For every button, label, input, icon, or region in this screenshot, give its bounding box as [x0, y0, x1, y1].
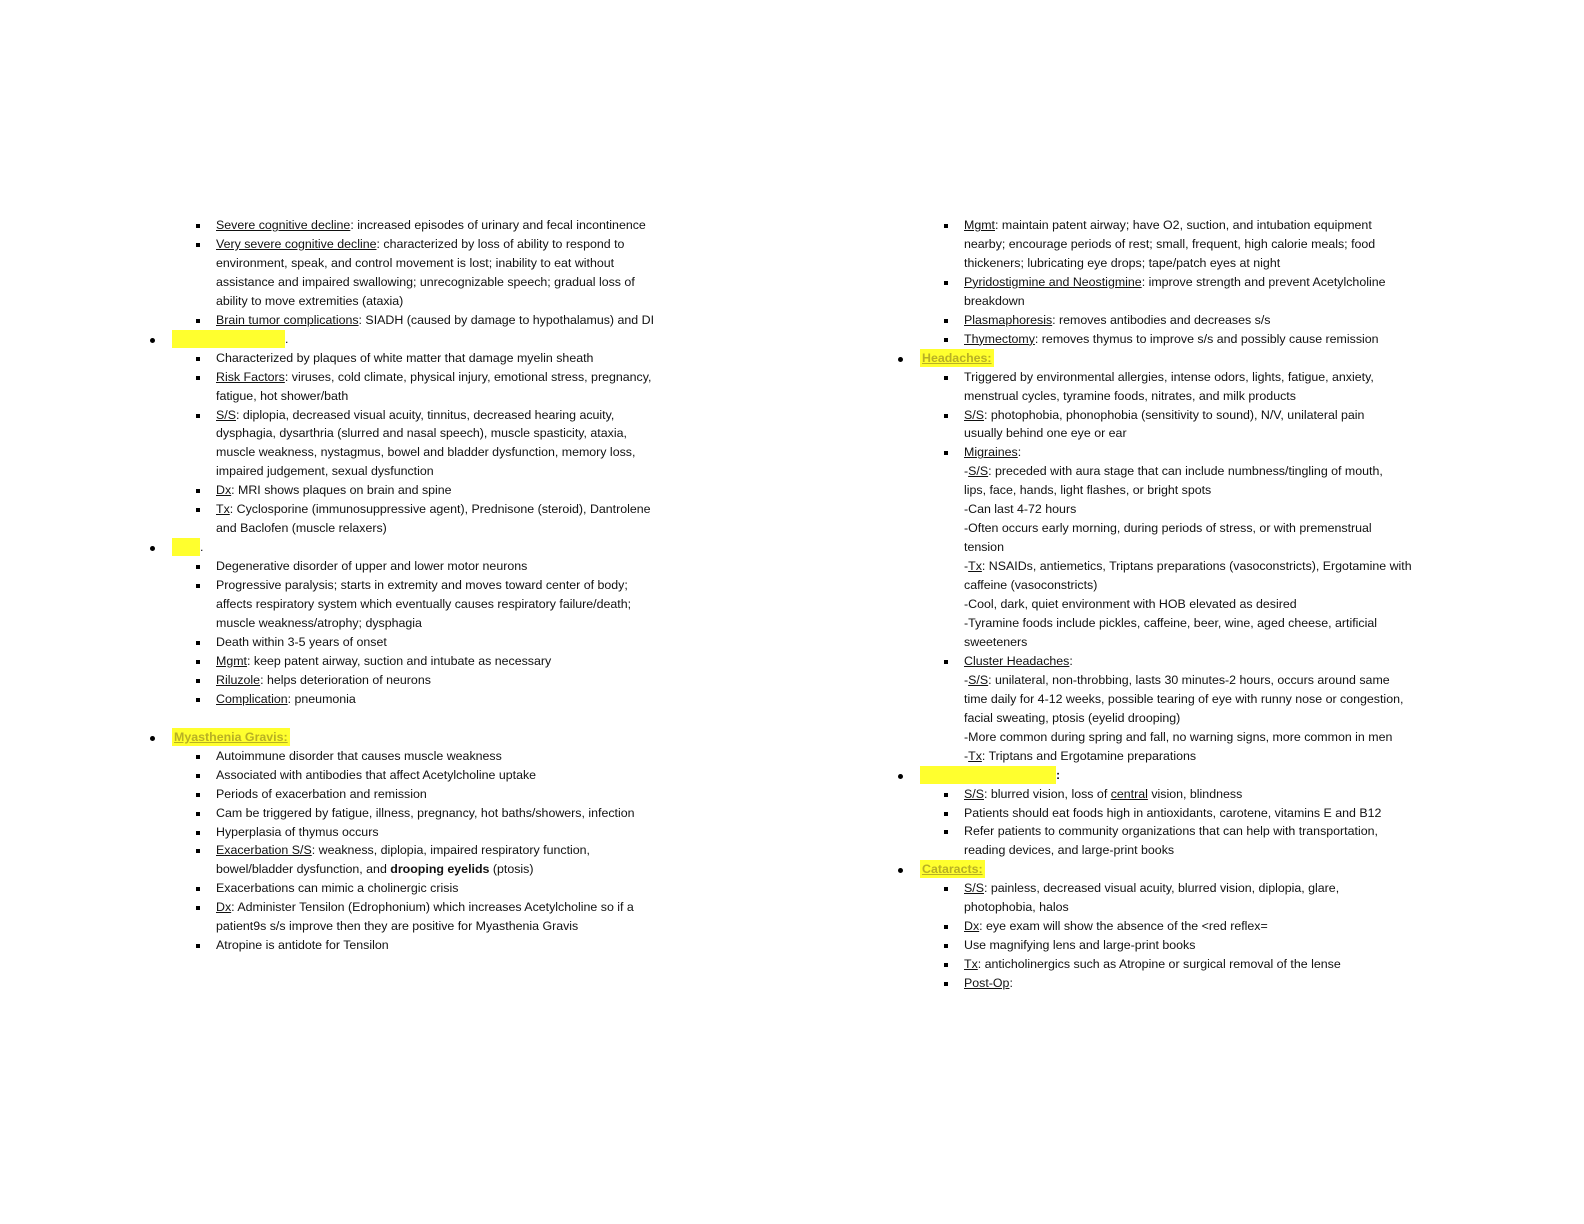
- headaches-heading-text: Headaches:: [922, 350, 992, 365]
- list-item: [896, 917, 1456, 936]
- mg-list: [148, 747, 708, 955]
- list-item: [896, 273, 1456, 292]
- detail-line: [896, 595, 1456, 614]
- list-item: [148, 652, 708, 671]
- square-bullet-icon: [196, 698, 200, 702]
- item-text: :: [1069, 653, 1073, 668]
- square-bullet-icon: [196, 755, 200, 759]
- detail-line: [896, 557, 1456, 576]
- detail-text: : NSAIDs, antiemetics, Triptans preparations (vasoconstricts), Ergotamine with: [981, 559, 1412, 574]
- item-text: Patients should eat foods high in antioxidants, carotene, vitamins E and B12: [964, 805, 1382, 820]
- item-label: S/S: [964, 881, 984, 896]
- bullet-dot-icon: [898, 868, 903, 873]
- item-label: Mgmt: [216, 653, 247, 668]
- cataract-list: [896, 879, 1456, 993]
- item-text: Cam be triggered by fatigue, illness, pregnancy, hot baths/showers, infection: [216, 805, 635, 820]
- square-bullet-icon: [196, 641, 200, 645]
- square-bullet-icon: [944, 887, 948, 891]
- item-label: Thymectomy: [964, 331, 1035, 346]
- item-continuation: fatigue, hot shower/bath: [216, 388, 349, 403]
- item-text: : keep patent airway, suction and intubate as necessary: [246, 653, 552, 668]
- item-text: Characterized by plaques of white matter that damage myelin sheath: [216, 350, 594, 365]
- heading-suffix: .: [200, 540, 204, 555]
- bullet-dot-icon: [150, 338, 155, 343]
- list-item: [896, 974, 1456, 993]
- list-item: [148, 804, 708, 823]
- item-label: Migraines: [964, 445, 1018, 460]
- list-item: [148, 349, 708, 368]
- item-label: Dx: [216, 483, 232, 498]
- item-label: Very severe cognitive decline: [216, 236, 377, 251]
- item-label: Tx: [964, 957, 978, 972]
- item-label: Dx: [216, 900, 232, 915]
- square-bullet-icon: [944, 376, 948, 380]
- heading-suffix: :: [1056, 767, 1061, 782]
- list-item: [148, 406, 708, 425]
- list-item: [148, 216, 708, 235]
- detail-text: -Cool, dark, quiet environment with HOB elevated as desired: [964, 597, 1297, 612]
- headache-list: [896, 368, 1456, 463]
- item-continuation: usually behind one eye or ear: [964, 426, 1127, 441]
- item-label: S/S: [964, 407, 984, 422]
- square-bullet-icon: [196, 508, 200, 512]
- list-item: [896, 311, 1456, 330]
- mg-heading: [148, 728, 708, 747]
- item-text: : SIADH (caused by damage to hypothalamus) and DI: [358, 312, 655, 327]
- detail-prefix: -: [964, 559, 969, 574]
- item-text: : photophobia, phonophobia (sensitivity to sound), N/V, unilateral pain: [983, 407, 1365, 422]
- item-continuation: muscle weakness/atrophy; dysphagia: [216, 615, 422, 630]
- item-label: Brain tumor complications: [216, 312, 359, 327]
- item-text: : improve strength and prevent Acetylcholine: [1141, 274, 1386, 289]
- item-text: : maintain patent airway; have O2, suction, and intubation equipment: [994, 218, 1372, 232]
- item-continuation: assistance and impaired swallowing; unrecognizable speech; gradual loss of: [216, 274, 635, 289]
- list-item: [148, 936, 708, 955]
- item-text: : Cyclosporine (immunosuppressive agent), Prednisone (steroid), Dantrolene: [229, 502, 651, 517]
- item-label: Cluster Headaches: [964, 653, 1070, 668]
- detail-text: lips, face, hands, light flashes, or bright spots: [964, 483, 1212, 498]
- bullet-dot-icon: [898, 774, 903, 779]
- square-bullet-icon: [196, 831, 200, 835]
- list-item: [896, 368, 1456, 387]
- item-text: Hyperplasia of thymus occurs: [216, 824, 379, 839]
- list-item: [896, 216, 1456, 235]
- item-label: Complication: [216, 691, 288, 706]
- detail-text: : Triptans and Ergotamine preparations: [981, 748, 1197, 763]
- item-text: : removes thymus to improve s/s and possibly cause remission: [1034, 331, 1379, 346]
- detail-text: time daily for 4-12 weeks, possible tearing of eye with runny nose or congestion,: [964, 691, 1404, 706]
- list-item: [148, 500, 708, 519]
- detail-label: S/S: [968, 672, 989, 687]
- detail-line: [896, 671, 1456, 690]
- square-bullet-icon: [944, 830, 948, 834]
- detail-prefix: -: [964, 748, 969, 763]
- list-item: [896, 879, 1456, 898]
- item-label: S/S: [216, 407, 236, 422]
- right-column: [896, 216, 1456, 993]
- square-bullet-icon: [196, 774, 200, 778]
- square-bullet-icon: [944, 793, 948, 797]
- item-label: Exacerbation S/S: [216, 843, 312, 858]
- redacted-highlight: [172, 330, 285, 348]
- macular-heading: [896, 766, 1456, 785]
- list-item: [896, 330, 1456, 349]
- item-text-bold: drooping eyelids: [390, 862, 490, 877]
- als-list: [148, 557, 708, 709]
- ms-list: [148, 349, 708, 539]
- detail-text: tension: [964, 540, 1004, 555]
- square-bullet-icon: [944, 319, 948, 323]
- left-column: [148, 216, 708, 955]
- item-continuation: photophobia, halos: [964, 900, 1069, 915]
- square-bullet-icon: [196, 414, 200, 418]
- item-text: Refer patients to community organizations that can help with transportation,: [964, 824, 1378, 839]
- item-continuation: environment, speak, and control movement is lost; inability to eat without: [216, 255, 615, 270]
- redacted-highlight: [172, 538, 200, 556]
- square-bullet-icon: [196, 944, 200, 948]
- square-bullet-icon: [196, 679, 200, 683]
- item-text: : anticholinergics such as Atropine or surgical removal of the lense: [977, 957, 1341, 972]
- bullet-dot-icon: [898, 357, 903, 362]
- list-item: [148, 747, 708, 766]
- detail-line: [896, 690, 1456, 709]
- item-text: : helps deterioration of neurons: [260, 672, 431, 687]
- item-text: : removes antibodies and decreases s/s: [1052, 312, 1271, 327]
- square-bullet-icon: [196, 224, 200, 228]
- detail-text: -Tyramine foods include pickles, caffeine, beer, wine, aged cheese, artificial: [964, 616, 1378, 630]
- list-item: [148, 235, 708, 254]
- item-continuation: and Baclofen (muscle relaxers): [216, 521, 387, 536]
- item-text: : diplopia, decreased visual acuity, tinnitus, decreased hearing acuity,: [235, 407, 615, 422]
- item-text: Use magnifying lens and large-print books: [964, 938, 1196, 953]
- square-bullet-icon: [196, 812, 200, 816]
- square-bullet-icon: [196, 793, 200, 797]
- square-bullet-icon: [944, 224, 948, 228]
- item-text: Death within 3-5 years of onset: [216, 634, 387, 649]
- detail-text: -More common during spring and fall, no warning signs, more common in men: [964, 729, 1393, 744]
- item-text: :: [1009, 976, 1013, 991]
- item-label: Tx: [216, 502, 230, 517]
- detail-line: [896, 709, 1456, 728]
- item-label: Dx: [964, 919, 980, 934]
- item-text-underlined: central: [1110, 786, 1148, 801]
- square-bullet-icon: [944, 414, 948, 418]
- item-text: Progressive paralysis; starts in extremity and moves toward center of body;: [216, 578, 628, 593]
- md-list: [896, 804, 1456, 861]
- item-continuation: muscle weakness, nystagmus, bowel and bladder dysfunction, memory loss,: [216, 445, 636, 460]
- list-item: [148, 557, 708, 576]
- als-heading: [148, 538, 708, 557]
- list-item: [148, 481, 708, 500]
- bullet-dot-icon: [150, 736, 155, 741]
- item-text: : Administer Tensilon (Edrophonium) which increases Acetylcholine so if a: [231, 900, 634, 915]
- detail-label: S/S: [968, 464, 989, 479]
- list-item: [148, 690, 708, 709]
- detail-line: [896, 747, 1456, 766]
- detail-line: [896, 519, 1456, 538]
- item-text: : viruses, cold climate, physical injury, emotional stress, pregnancy,: [284, 369, 652, 384]
- square-bullet-icon: [196, 565, 200, 569]
- item-text: : pneumonia: [287, 691, 356, 706]
- item-text: : weakness, diplopia, impaired respiratory function,: [311, 843, 590, 858]
- detail-line: [896, 614, 1456, 633]
- detail-prefix: -: [964, 464, 969, 479]
- item-text: : eye exam will show the absence of the <red reflex=: [979, 919, 1268, 934]
- square-bullet-icon: [944, 925, 948, 929]
- cataracts-heading-text: Cataracts:: [922, 862, 983, 877]
- redacted-highlight: [920, 766, 1056, 784]
- list-item: [148, 785, 708, 804]
- square-bullet-icon: [944, 338, 948, 342]
- square-bullet-icon: [196, 584, 200, 588]
- list-item: [148, 311, 708, 330]
- square-bullet-icon: [196, 849, 200, 853]
- detail-line: [896, 481, 1456, 500]
- item-continuation: breakdown: [964, 293, 1025, 308]
- bullet-dot-icon: [150, 546, 155, 551]
- item-label: Severe cognitive decline: [216, 218, 351, 232]
- item-text: Autoimmune disorder that causes muscle weakness: [216, 748, 502, 763]
- square-bullet-icon: [196, 906, 200, 910]
- list-item: [148, 576, 708, 595]
- item-text: vision, blindness: [1147, 786, 1243, 801]
- mg-heading-text: Myasthenia Gravis:: [174, 729, 288, 744]
- list-item: [896, 406, 1456, 425]
- item-label: Post-Op: [964, 976, 1010, 991]
- list-item: [148, 898, 708, 917]
- list-item: [896, 936, 1456, 955]
- list-item: [896, 822, 1456, 841]
- detail-line: [896, 576, 1456, 595]
- item-text: Atropine is antidote for Tensilon: [216, 938, 389, 953]
- item-continuation: thickeners; lubricating eye drops; tape/patch eyes at night: [964, 255, 1281, 270]
- detail-text: sweeteners: [964, 634, 1028, 649]
- item-label: S/S: [964, 786, 984, 801]
- md-ss-item: [896, 785, 1456, 804]
- square-bullet-icon: [196, 243, 200, 247]
- detail-line: [896, 462, 1456, 481]
- square-bullet-icon: [944, 982, 948, 986]
- detail-line: [896, 500, 1456, 519]
- cataracts-heading: [896, 860, 1456, 879]
- detail-prefix: -: [964, 672, 969, 687]
- square-bullet-icon: [944, 963, 948, 967]
- detail-text: facial sweating, ptosis (eyelid drooping): [964, 710, 1181, 725]
- item-continuation: dysphagia, dysarthria (slurred and nasal speech), muscle spasticity, ataxia,: [216, 426, 627, 441]
- square-bullet-icon: [196, 489, 200, 493]
- item-label: Risk Factors: [216, 369, 285, 384]
- item-label: Pyridostigmine and Neostigmine: [964, 274, 1142, 289]
- list-item: [896, 955, 1456, 974]
- list-item: [148, 671, 708, 690]
- item-continuation: reading devices, and large-print books: [964, 843, 1175, 858]
- item-label: Riluzole: [216, 672, 261, 687]
- list-item: [148, 766, 708, 785]
- detail-text: -Often occurs early morning, during periods of stress, or with premenstrual: [964, 521, 1372, 536]
- list-item: [148, 368, 708, 387]
- detail-label: Tx: [968, 559, 982, 574]
- item-continuation: ability to move extremities (ataxia): [216, 293, 404, 308]
- item-text: (ptosis): [489, 862, 534, 877]
- detail-line: [896, 538, 1456, 557]
- square-bullet-icon: [196, 376, 200, 380]
- square-bullet-icon: [944, 660, 948, 664]
- square-bullet-icon: [196, 887, 200, 891]
- headaches-heading: [896, 349, 1456, 368]
- item-text: :: [1017, 445, 1022, 460]
- square-bullet-icon: [944, 451, 948, 455]
- mg-continued-list: [896, 216, 1456, 349]
- square-bullet-icon: [196, 357, 200, 361]
- heading-suffix: .: [285, 331, 289, 346]
- item-text: Triggered by environmental allergies, intense odors, lights, fatigue, anxiety,: [964, 369, 1374, 384]
- item-continuation: nearby; encourage periods of rest; small, frequent, high calorie meals; food: [964, 236, 1376, 251]
- detail-line: [896, 728, 1456, 747]
- square-bullet-icon: [944, 812, 948, 816]
- detail-line: [896, 633, 1456, 652]
- migraine-details: [896, 462, 1456, 652]
- item-text: Periods of exacerbation and remission: [216, 786, 427, 801]
- item-text: Associated with antibodies that affect Acetylcholine uptake: [216, 767, 537, 782]
- item-text: Degenerative disorder of upper and lower motor neurons: [216, 559, 528, 574]
- item-label: Plasmaphoresis: [964, 312, 1053, 327]
- item-text: : painless, decreased visual acuity, blurred vision, diplopia, glare,: [983, 881, 1340, 896]
- item-continuation: patient9s s/s improve then they are positive for Myasthenia Gravis: [216, 919, 579, 934]
- item-continuation: [148, 860, 708, 879]
- item-text: bowel/bladder dysfunction, and: [216, 862, 391, 877]
- cluster-item: [896, 652, 1456, 671]
- item-continuation: affects respiratory system which eventually causes respiratory failure/death;: [216, 597, 632, 612]
- cluster-details: [896, 671, 1456, 766]
- list-item: [896, 443, 1456, 462]
- list-item: [148, 841, 708, 860]
- item-continuation: menstrual cycles, tyramine foods, nitrates, and milk products: [964, 388, 1296, 403]
- ms-heading: [148, 330, 708, 349]
- list-item: [148, 633, 708, 652]
- item-text: : MRI shows plaques on brain and spine: [231, 483, 452, 498]
- list-item: [896, 804, 1456, 823]
- brain-tumor-list: [148, 216, 708, 330]
- list-item: [148, 879, 708, 898]
- square-bullet-icon: [196, 660, 200, 664]
- item-text: : increased episodes of urinary and fecal incontinence: [350, 218, 646, 232]
- item-continuation: impaired judgement, sexual dysfunction: [216, 464, 434, 479]
- detail-label: Tx: [968, 748, 982, 763]
- item-text: : blurred vision, loss of: [983, 786, 1111, 801]
- detail-text: -Can last 4-72 hours: [964, 502, 1077, 517]
- detail-text: : preceded with aura stage that can include numbness/tingling of mouth,: [988, 464, 1383, 479]
- square-bullet-icon: [944, 944, 948, 948]
- detail-text: : unilateral, non-throbbing, lasts 30 minutes-2 hours, occurs around same: [988, 672, 1390, 687]
- square-bullet-icon: [196, 319, 200, 323]
- square-bullet-icon: [944, 281, 948, 285]
- item-label: Mgmt: [964, 218, 995, 232]
- item-text: : characterized by loss of ability to respond to: [376, 236, 625, 251]
- detail-text: caffeine (vasoconstricts): [964, 578, 1098, 593]
- list-item: [148, 823, 708, 842]
- item-text: Exacerbations can mimic a cholinergic crisis: [216, 881, 459, 896]
